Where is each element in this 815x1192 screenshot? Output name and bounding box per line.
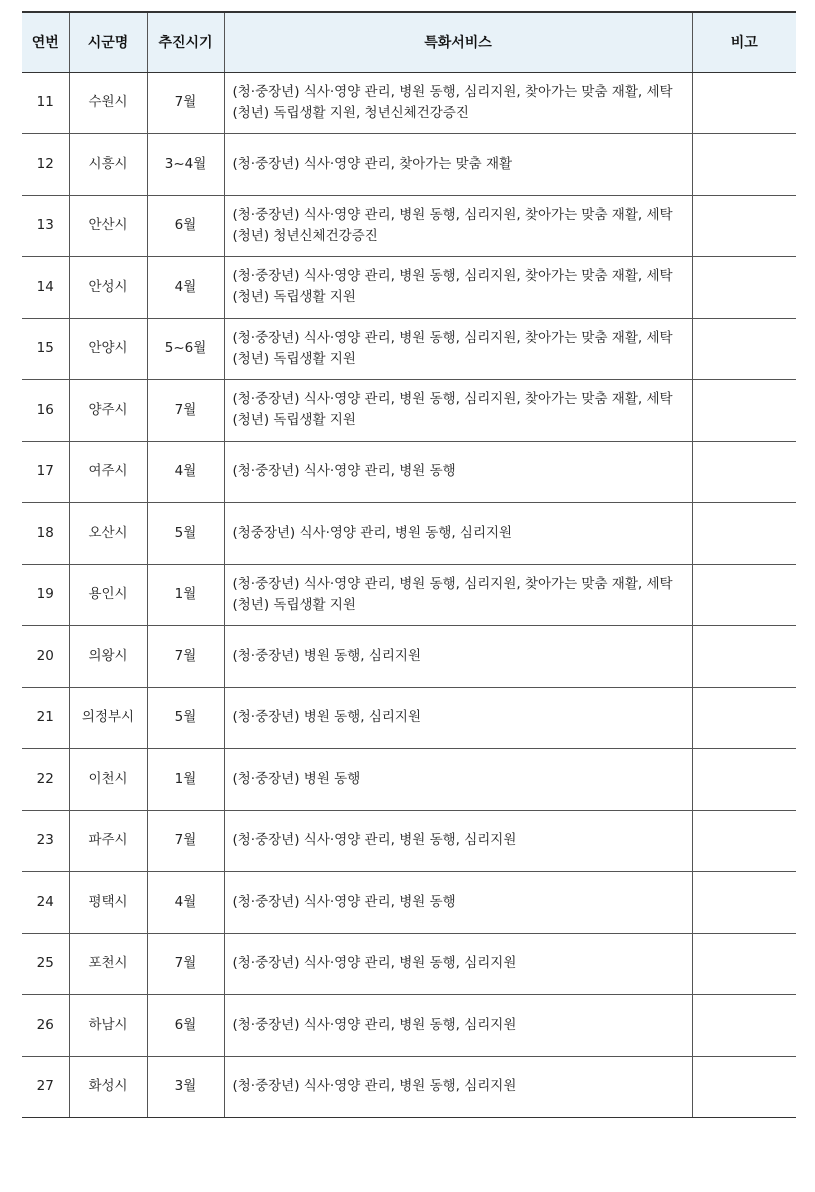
row-service	[224, 503, 692, 565]
row-no: 13	[22, 195, 69, 257]
row-no: 16	[22, 380, 69, 442]
row-city: 의정부시	[69, 687, 147, 749]
service-line-2: (청년) 독립생활 지원, 청년신체건강증진	[232, 104, 469, 121]
row-city: 용인시	[69, 564, 147, 626]
row-city: 안산시	[69, 195, 147, 257]
row-period: 1월	[147, 564, 224, 626]
service-line-1: (청·중장년) 병원 동행, 심리지원	[232, 709, 421, 726]
row-period: 5월	[147, 503, 224, 565]
row-period: 5월	[147, 687, 224, 749]
table-row	[22, 441, 796, 503]
row-note	[692, 995, 796, 1057]
service-line-2: (청년) 청년신체건강증진	[232, 227, 378, 244]
row-period: 3~4월	[147, 134, 224, 196]
row-service	[224, 933, 692, 995]
service-line-1: (청중장년) 식사·영양 관리, 병원 동행, 심리지원	[232, 524, 513, 541]
row-no: 11	[22, 72, 69, 134]
row-period: 5~6월	[147, 318, 224, 380]
row-city: 양주시	[69, 380, 147, 442]
row-note	[692, 257, 796, 319]
row-period: 6월	[147, 995, 224, 1057]
table-row	[22, 318, 796, 380]
row-service	[224, 872, 692, 934]
row-no: 23	[22, 810, 69, 872]
row-service	[224, 195, 692, 257]
row-period: 7월	[147, 933, 224, 995]
service-line-1: (청·중장년) 병원 동행	[232, 770, 361, 787]
row-period: 7월	[147, 626, 224, 688]
table-row	[22, 72, 796, 134]
row-no: 22	[22, 749, 69, 811]
row-period: 1월	[147, 749, 224, 811]
row-note	[692, 1056, 796, 1118]
row-city: 안성시	[69, 257, 147, 319]
service-table-container	[22, 11, 796, 1118]
row-note	[692, 503, 796, 565]
row-note	[692, 872, 796, 934]
row-service	[224, 318, 692, 380]
row-city: 의왕시	[69, 626, 147, 688]
table-row	[22, 380, 796, 442]
service-line-1: (청·중장년) 식사·영양 관리, 병원 동행, 심리지원, 찾아가는 맞춤 재활, 세탁	[232, 329, 673, 346]
header-period: 추진시기	[147, 12, 224, 72]
row-period: 4월	[147, 872, 224, 934]
table-row	[22, 872, 796, 934]
row-no: 26	[22, 995, 69, 1057]
table-row	[22, 626, 796, 688]
header-row	[22, 12, 796, 72]
table-header	[22, 12, 796, 72]
row-no: 12	[22, 134, 69, 196]
table-row	[22, 933, 796, 995]
row-no: 18	[22, 503, 69, 565]
service-line-2: (청년) 독립생활 지원	[232, 350, 356, 367]
table-row	[22, 257, 796, 319]
service-line-1: (청·중장년) 식사·영양 관리, 병원 동행, 심리지원, 찾아가는 맞춤 재활, 세탁	[232, 575, 673, 592]
service-line-1: (청·중장년) 식사·영양 관리, 병원 동행, 심리지원, 찾아가는 맞춤 재활, 세탁	[232, 268, 673, 285]
row-note	[692, 933, 796, 995]
special-services-table	[22, 11, 796, 1118]
table-row	[22, 1056, 796, 1118]
row-service	[224, 995, 692, 1057]
service-line-2: (청년) 독립생활 지원	[232, 289, 356, 306]
row-service	[224, 1056, 692, 1118]
row-note	[692, 564, 796, 626]
row-service	[224, 257, 692, 319]
row-note	[692, 318, 796, 380]
row-period: 7월	[147, 72, 224, 134]
row-service	[224, 441, 692, 503]
row-no: 24	[22, 872, 69, 934]
row-period: 4월	[147, 441, 224, 503]
row-no: 20	[22, 626, 69, 688]
table-row	[22, 195, 796, 257]
header-note: 비고	[692, 12, 796, 72]
row-note	[692, 687, 796, 749]
service-line-1: (청·중장년) 식사·영양 관리, 병원 동행, 심리지원	[232, 832, 517, 849]
row-service	[224, 564, 692, 626]
row-note	[692, 134, 796, 196]
row-note	[692, 380, 796, 442]
row-city: 평택시	[69, 872, 147, 934]
row-city: 수원시	[69, 72, 147, 134]
table-row	[22, 810, 796, 872]
row-city: 파주시	[69, 810, 147, 872]
row-note	[692, 195, 796, 257]
row-city: 포천시	[69, 933, 147, 995]
row-no: 21	[22, 687, 69, 749]
row-note	[692, 626, 796, 688]
row-no: 15	[22, 318, 69, 380]
table-row	[22, 564, 796, 626]
row-service	[224, 626, 692, 688]
row-service	[224, 749, 692, 811]
service-line-1: (청·중장년) 식사·영양 관리, 병원 동행, 심리지원, 찾아가는 맞춤 재활, 세탁	[232, 391, 673, 408]
row-city: 하남시	[69, 995, 147, 1057]
row-note	[692, 72, 796, 134]
row-period: 6월	[147, 195, 224, 257]
row-service	[224, 810, 692, 872]
row-city: 여주시	[69, 441, 147, 503]
service-line-1: (청·중장년) 식사·영양 관리, 병원 동행, 심리지원	[232, 1078, 517, 1095]
row-city: 시흥시	[69, 134, 147, 196]
service-line-1: (청·중장년) 식사·영양 관리, 찾아가는 맞춤 재활	[232, 155, 513, 172]
service-line-1: (청·중장년) 식사·영양 관리, 병원 동행, 심리지원	[232, 955, 517, 972]
row-note	[692, 810, 796, 872]
service-line-2: (청년) 독립생활 지원	[232, 412, 356, 429]
row-no: 27	[22, 1056, 69, 1118]
row-service	[224, 134, 692, 196]
row-no: 14	[22, 257, 69, 319]
service-line-2: (청년) 독립생활 지원	[232, 596, 356, 613]
row-city: 이천시	[69, 749, 147, 811]
row-note	[692, 749, 796, 811]
row-no: 19	[22, 564, 69, 626]
service-line-1: (청·중장년) 식사·영양 관리, 병원 동행, 심리지원	[232, 1016, 517, 1033]
row-city: 안양시	[69, 318, 147, 380]
service-line-1: (청·중장년) 병원 동행, 심리지원	[232, 647, 421, 664]
row-period: 7월	[147, 380, 224, 442]
service-line-1: (청·중장년) 식사·영양 관리, 병원 동행, 심리지원, 찾아가는 맞춤 재활, 세탁	[232, 83, 673, 100]
row-period: 4월	[147, 257, 224, 319]
service-line-1: (청·중장년) 식사·영양 관리, 병원 동행	[232, 893, 456, 910]
row-service	[224, 687, 692, 749]
service-line-1: (청·중장년) 식사·영양 관리, 병원 동행, 심리지원, 찾아가는 맞춤 재활, 세탁	[232, 206, 673, 223]
service-line-1: (청·중장년) 식사·영양 관리, 병원 동행	[232, 463, 456, 480]
row-note	[692, 441, 796, 503]
header-service: 특화서비스	[224, 12, 692, 72]
table-row	[22, 995, 796, 1057]
row-period: 7월	[147, 810, 224, 872]
table-row	[22, 687, 796, 749]
row-period: 3월	[147, 1056, 224, 1118]
row-no: 25	[22, 933, 69, 995]
table-row	[22, 749, 796, 811]
table-row	[22, 134, 796, 196]
header-no: 연번	[22, 12, 69, 72]
header-city: 시군명	[69, 12, 147, 72]
table-row	[22, 503, 796, 565]
row-city: 화성시	[69, 1056, 147, 1118]
row-service	[224, 72, 692, 134]
row-no: 17	[22, 441, 69, 503]
table-body	[22, 72, 796, 1118]
row-service	[224, 380, 692, 442]
row-city: 오산시	[69, 503, 147, 565]
